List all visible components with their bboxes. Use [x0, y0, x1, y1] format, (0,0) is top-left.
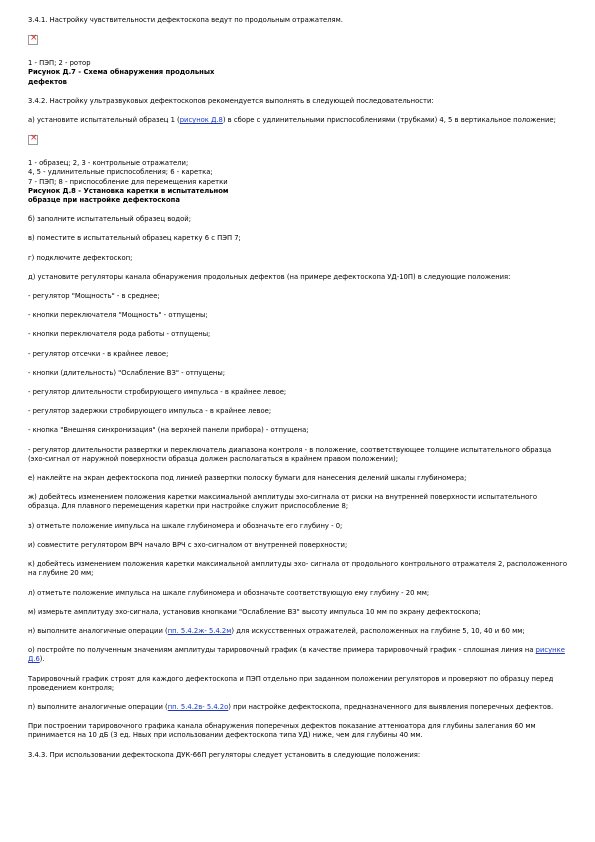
broken-image-icon — [28, 35, 38, 45]
setting-item: - кнопки переключателя "Мощность" - отпущены; — [28, 311, 208, 320]
item-v: в) поместите в испытательный образец каретку 6 с ПЭП 7; — [28, 234, 241, 243]
figure-d7-legend: 1 - ПЭП; 2 - ротор — [28, 59, 91, 68]
item-i: и) совместите регулятором ВРЧ начало ВРЧ с эхо-сигналом от внутренней поверхности; — [28, 540, 348, 549]
broken-image-icon — [28, 135, 38, 145]
setting-item: - регулятор "Мощность" - в среднее; — [28, 292, 160, 301]
link-figure-d8[interactable]: рисунок Д.8 — [179, 116, 223, 125]
figure-d8-legend-1: 1 - образец; 2, 3 - контрольные отражатели; — [28, 159, 189, 168]
figure-d8 — [28, 135, 567, 205]
item-a-text-2: ) в сборе с удлинительными приспособлениями (трубками) 4, 5 в вертикальное положение; — [222, 116, 556, 125]
item-n-text-2: ) для искусственных отражателей, расположенных на глубине 5, 10, 40 и 60 мм; — [231, 626, 525, 635]
figure-d8-legend-3: 7 - ПЭП; 8 - приспособление для перемещения каретки — [28, 177, 228, 186]
item-o-text-1: о) постройте по полученным значениям амплитуды тарировочный график (в качестве примера тарировочный график - сплошная линия на — [28, 646, 536, 655]
item-l: л) отметьте положение импульса на шкале глубиномера и обозначьте соответствующую ему глубину - 20 мм; — [28, 588, 430, 597]
item-a — [28, 116, 567, 125]
setting-item: - кнопка "Внешняя синхронизация" (на верхней панели прибора) - отпущена; — [28, 426, 309, 435]
item-z: з) отметьте положение импульса на шкале глубиномера и обозначьте его глубину - 0; — [28, 521, 343, 530]
figure-d7-caption-wrap — [28, 68, 243, 86]
setting-item: - регулятор длительности стробирующего импульса - в крайнее левое; — [28, 388, 287, 397]
item-o-text-2: ). — [39, 655, 45, 664]
item-g: г) подключите дефектоскоп; — [28, 253, 133, 262]
figure-d8-caption-block — [28, 159, 567, 205]
setting-item: - регулятор задержки стробирующего импульса - в крайнее левое; — [28, 407, 272, 416]
link-pp-5-4-2zh-m[interactable]: пп. 5.4.2ж- 5.4.2м — [167, 626, 232, 635]
figure-d8-caption-wrap — [28, 187, 243, 205]
item-p-text-1: п) выполните аналогичные операции ( — [28, 702, 168, 711]
paragraph-3-4-1: 3.4.1. Настройку чувствительности дефектоскопа ведут по продольным отражателям. — [28, 16, 343, 24]
setting-item: - кнопки (длительность) "Ослабление ВЗ" - отпущены; — [28, 368, 226, 377]
item-k: к) добейтесь изменением положения каретки максимальной амплитуды эхо- сигнала от продольного контрольного отражателя 2, расположенного на глубине 20 мм; — [28, 560, 567, 578]
item-n-text-1: н) выполните аналогичные операции ( — [28, 626, 168, 635]
figure-d7 — [28, 35, 567, 87]
setting-item: - регулятор отсечки - в крайнее левое; — [28, 349, 169, 358]
item-e: е) наклейте на экран дефектоскопа под линией развертки полоску бумаги для нанесения делений шкалы глубиномера; — [28, 474, 467, 483]
figure-d8-caption: Рисунок Д.8 - Установка каретки в испытательном образце при настройке дефектоскопа — [28, 186, 229, 205]
paragraph-note: При построении тарировочного графика канала обнаружения поперечных дефектов показание аттенюатора для глубины залегания 60 мм принимается на 10 дБ (3 ед. Нвых при использовании дефектоскопа типа УД) ниже, чем для глубины 40 мм. — [28, 722, 536, 740]
item-p — [28, 703, 567, 712]
figure-d7-caption-block — [28, 59, 567, 87]
paragraph-3-4-2: 3.4.2. Настройку ультразвуковых дефектоскопов рекомендуется выполнять в следующей последовательности: — [28, 96, 434, 105]
item-n — [28, 627, 567, 636]
figure-d7-caption: Рисунок Д.7 - Схема обнаружения продольных дефектов — [28, 68, 215, 86]
item-a-text-1: а) установите испытательный образец 1 ( — [28, 116, 180, 125]
paragraph-3-4-3: 3.4.3. При использовании дефектоскопа ДУК-66П регуляторы следует установить в следующие положения: — [28, 750, 421, 759]
setting-item: - кнопки переключателя рода работы - отпущены; — [28, 330, 211, 339]
item-m: м) измерьте амплитуду эхо-сигнала, установив кнопками "Ослабление ВЗ" высоту импульса 10 мм по экрану дефектоскопа; — [28, 607, 481, 616]
item-zh: ж) добейтесь изменением положения каретки максимальной амплитуды эхо-сигнала от риски на внутренней поверхности испытательного образца. Для плавного перемещения каретки при настройке служит приспособление 8; — [28, 493, 537, 511]
item-o — [28, 646, 567, 664]
item-d: д) установите регуляторы канала обнаружения продольных дефектов (на примере дефектоскопа УД-10П) в следующие положения: — [28, 272, 511, 281]
figure-d8-legend-2: 4, 5 - удлинительные приспособления; 6 - каретка; — [28, 168, 213, 177]
link-figure-d6[interactable]: рисунке Д.6 — [28, 646, 565, 664]
item-p-text-2: ) при настройке дефектоскопа, предназначенного для выявления поперечных дефектов. — [228, 702, 554, 711]
link-pp-5-4-2v-o[interactable]: пп. 5.4.2в- 5.4.2о — [167, 702, 229, 711]
paragraph-tarirovka: Тарировочный график строят для каждого дефектоскопа и ПЭП отдельно при заданном положении регуляторов и проверяют по образцу перед проведением контроля; — [28, 674, 554, 692]
setting-item: - регулятор длительности развертки и переключатель диапазона контроля - в положение, соответствующее толщине испытательного образца (эхо-сигнал от наружной поверхности образца должен располагаться в крайнем правом положении); — [28, 445, 552, 463]
item-b: б) заполните испытательный образец водой; — [28, 215, 192, 224]
